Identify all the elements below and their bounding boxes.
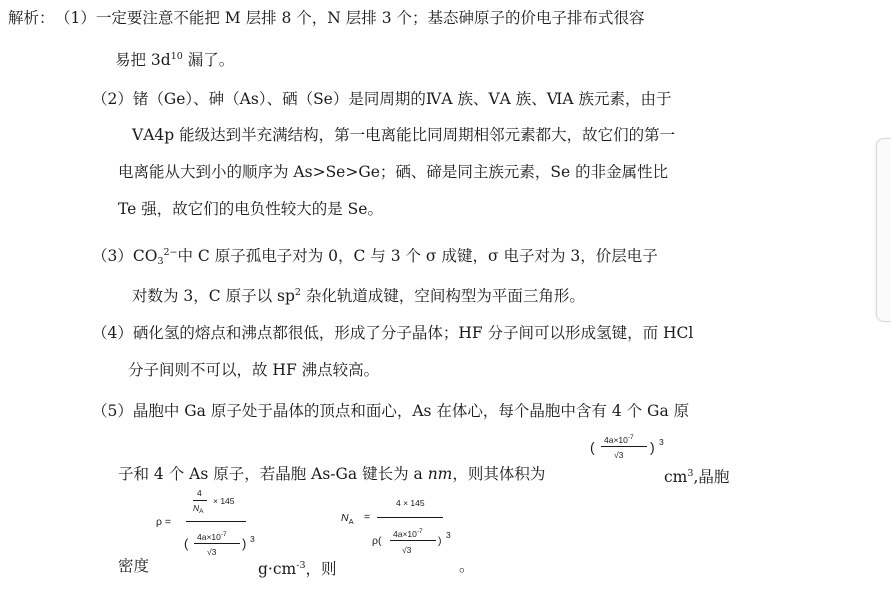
na-den-power: 3 <box>446 530 451 540</box>
na-main-bar <box>377 517 443 518</box>
na-numerator: 4 × 145 <box>396 498 425 508</box>
volume-open-paren: ( <box>590 439 595 455</box>
rho-den-denominator: √3 <box>207 547 217 557</box>
p2-line1: （2）锗（Ge）、砷（As）、硒（Se）是同周期的ⅣA 族、ⅤA 族、ⅥA 族元素，由于 <box>92 90 672 108</box>
p3-line1: $(3)CO_3^{2-}$中 C 原子孤电子对为 0，C 与 3 个 σ 成键，σ 电子对为 3，价层电子 <box>92 247 658 267</box>
rho-num-mul: × 145 <box>213 496 235 506</box>
p1-line2: 易把 $3d^{10}$ 漏了。 <box>115 51 235 69</box>
volume-fraction-bar <box>601 446 647 447</box>
na-den-numerator: $4a\times 10^{-7}$ <box>393 528 423 539</box>
rho-inner-bar <box>193 500 207 501</box>
rho-num-na: $N_A$ <box>193 503 204 515</box>
volume-power: 3 <box>659 437 664 447</box>
na-eq: = <box>364 511 371 523</box>
p5-line1: （5）晶胞中 Ga 原子处于晶体的顶点和面心，As 在体心，每个晶胞中含有 4 个 Ga 原 <box>92 402 690 420</box>
na-den-close: ) <box>438 535 442 547</box>
volume-unit: $cm^3$,晶胞 <box>664 468 730 486</box>
rho-den-bar <box>194 543 240 544</box>
p3-line2: 对数为 3，C 原子以 $sp^2$ 杂化轨道成键，空间构型为平面三角形。 <box>132 287 585 305</box>
na-den-denominator: √3 <box>402 545 412 555</box>
rho-unit: $g\cdot cm^{-3}$，则 <box>258 560 337 578</box>
p5-line2: 子和 4 个 As 原子，若晶胞 As-Ga 键长为 a nm，则其体积为 <box>118 465 546 483</box>
na-den-rho: ρ( <box>372 535 382 547</box>
rho-den-open: ( <box>184 536 189 551</box>
p2-line3: 电离能从大到小的顺序为 As>Se>Ge；硒、碲是同主族元素，Se 的非金属性比 <box>118 163 669 181</box>
p2-line4: Te 强，故它们的电负性较大的是 Se。 <box>118 200 383 218</box>
p1-line1: （1）一定要注意不能把 M 层排 8 个，N 层排 3 个；基态砷原子的价电子排布式很容 <box>55 9 645 27</box>
end-period: 。 <box>459 557 475 575</box>
scrollbar-handle[interactable] <box>876 138 891 322</box>
na-den-bar <box>390 540 436 541</box>
rho-label: ρ = <box>156 516 172 528</box>
p5-line3-density: 密度 <box>118 557 150 575</box>
p2-line2: ⅤA4p 能级达到半充满结构，第一电离能比同周期相邻元素都大，故它们的第一 <box>132 126 676 144</box>
p4-line1: （4）硒化氢的熔点和沸点都很低，形成了分子晶体；HF 分子间可以形成氢键，而 HCl <box>92 324 694 342</box>
analysis-label: 解析： <box>8 9 55 27</box>
rho-den-power: 3 <box>250 534 255 544</box>
volume-close-paren: ) <box>650 439 655 455</box>
rho-den-numerator: $4a\times 10^{-7}$ <box>197 531 227 542</box>
volume-numerator: $4a\times 10^{-7}$ <box>604 434 634 445</box>
p4-line2: 分子间则不可以，故 HF 沸点较高。 <box>128 361 380 379</box>
rho-num-4: 4 <box>197 488 202 498</box>
na-label: $N_A$ <box>341 512 354 526</box>
volume-denominator: √3 <box>614 450 624 460</box>
rho-main-bar <box>186 521 246 522</box>
rho-den-close: ) <box>242 536 247 551</box>
